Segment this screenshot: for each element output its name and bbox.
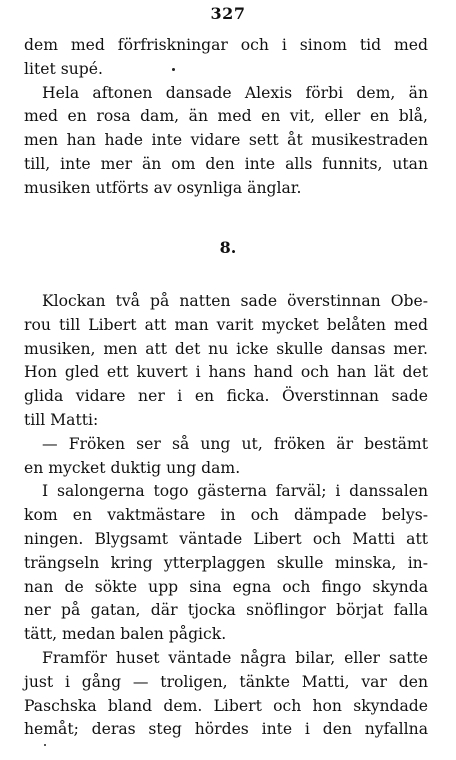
text-line: trängseln kring ytterplaggen skulle minska, in- xyxy=(24,553,428,572)
text-line: Klockan två på natten sade överstinnan Obe- xyxy=(42,292,428,310)
text-line: Framför huset väntade några bilar, eller satte xyxy=(42,648,428,667)
text-line: men han hade inte vidare sett åt musikestraden xyxy=(24,131,428,150)
text-line: rou till Libert att man varit mycket belåten med xyxy=(24,315,428,334)
text-line: till, inte mer än om den inte alls funnits, utan xyxy=(24,154,428,173)
text-line: just i gång — troligen, tänkte Matti, var den xyxy=(24,672,428,691)
text-line: litet supé. xyxy=(24,59,103,78)
text-line: kom en vaktmästare in och dämpade belys- xyxy=(24,506,428,525)
text-line: tätt, medan balen pågick. xyxy=(24,625,227,644)
text-line: ningen. Blygsamt väntade Libert och Matti att xyxy=(24,529,428,548)
text-line: en mycket duktig ung dam. xyxy=(24,458,241,477)
page-number: 327 xyxy=(210,4,246,23)
text-line: till Matti: xyxy=(24,410,99,429)
text-line: hemåt; deras steg hördes inte i den nyfallna xyxy=(24,720,428,739)
text-line: Hon gled ett kuvert i hans hand och han lät det xyxy=(24,363,428,382)
text-line: glida vidare ner i en ficka. Överstinnan sade xyxy=(24,387,428,406)
text-line: nan de sökte upp sina egna och fingo skynda xyxy=(24,577,428,596)
text-block-continued xyxy=(24,34,428,201)
text-block-section-8 xyxy=(24,290,428,742)
text-line: ner på gatan, där tjocka snöflingor börjat falla xyxy=(24,601,428,620)
text-line: med en rosa dam, än med en vit, eller en blå, xyxy=(24,107,428,126)
text-line: I salongerna togo gästerna farväl; i danssalen xyxy=(42,482,428,501)
text-line: — Fröken ser så ung ut, fröken är bestämt xyxy=(42,434,428,453)
text-line: Paschska bland dem. Libert och hon skyndade xyxy=(24,696,428,715)
text-line: musiken, men att det nu icke skulle dansas mer. xyxy=(24,339,428,358)
print-speck xyxy=(44,744,46,746)
section-number: 8. xyxy=(219,238,237,257)
print-speck xyxy=(172,68,175,71)
text-line: dem med förfriskningar och i sinom tid med xyxy=(24,36,428,54)
text-line: Hela aftonen dansade Alexis förbi dem, än xyxy=(42,83,428,102)
text-line: musiken utförts av osynliga änglar. xyxy=(24,178,302,197)
